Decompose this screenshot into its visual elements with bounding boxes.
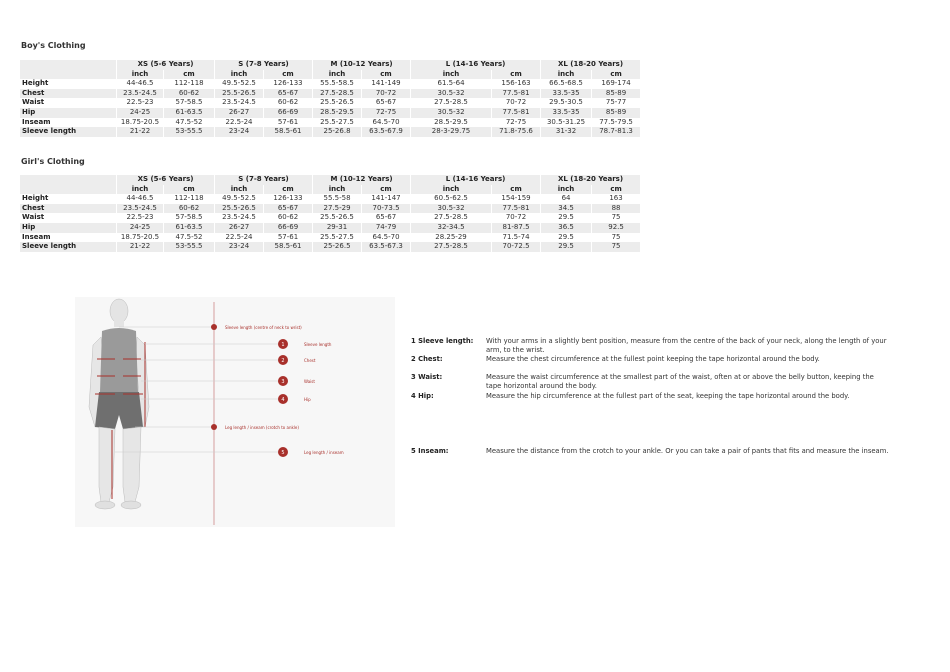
cell: 71.5-74 bbox=[502, 232, 530, 241]
cell: 23.5-24.5 bbox=[117, 204, 163, 214]
cell: 29.5 bbox=[558, 232, 574, 241]
cell: 25-26.8 bbox=[313, 127, 361, 137]
cell: 23.5-24.5 bbox=[222, 213, 256, 222]
cell: 30.5-31.25 bbox=[546, 117, 586, 126]
cell: 156-163 bbox=[501, 79, 531, 88]
instruction-text: Measure the chest circumference at the fullest point keeping the tape horizontal around the body. bbox=[486, 355, 820, 363]
cell: 55.5-58 bbox=[323, 194, 351, 203]
cell: 141-149 bbox=[371, 79, 401, 88]
size-header: XS (5-6 Years) bbox=[117, 175, 214, 185]
cell: 47.5-52 bbox=[175, 117, 203, 126]
cell: 78.7-81.3 bbox=[592, 127, 640, 137]
cell: 23.5-24.5 bbox=[117, 89, 163, 99]
boys-size-table bbox=[19, 60, 641, 137]
cell: 72-75 bbox=[505, 117, 527, 126]
instruction-key: 4 Hip: bbox=[411, 392, 434, 400]
size-header: XL (18-20 Years) bbox=[541, 175, 640, 185]
cell: 22.5-23 bbox=[126, 98, 154, 107]
cell: 34.5 bbox=[541, 204, 591, 214]
cell: 126-133 bbox=[273, 79, 303, 88]
size-header: M (10-12 Years) bbox=[313, 175, 410, 185]
measurement-illustration bbox=[75, 297, 395, 527]
svg-text:Leg length / inseam: Leg length / inseam bbox=[304, 450, 344, 455]
cell: 18.75-20.5 bbox=[120, 232, 160, 241]
row-label: Waist bbox=[22, 98, 45, 107]
row-label: Hip bbox=[20, 108, 116, 118]
cell: 60-62 bbox=[164, 89, 214, 99]
unit-header-row bbox=[20, 185, 640, 195]
cell: 66.5-68.5 bbox=[549, 79, 583, 88]
cell: 57-61 bbox=[277, 117, 299, 126]
size-header: M (10-12 Years) bbox=[313, 60, 410, 70]
cell: 29.5-30.5 bbox=[549, 98, 583, 107]
cell: 32-34.5 bbox=[411, 223, 491, 233]
unit-header: inch bbox=[117, 185, 163, 195]
cell: 27.5-28.5 bbox=[313, 89, 361, 99]
svg-text:Waist: Waist bbox=[304, 379, 315, 384]
cell: 65-67 bbox=[375, 213, 397, 222]
instruction-sleeve bbox=[411, 337, 891, 355]
cell: 28.25-29 bbox=[435, 232, 467, 241]
table-row bbox=[20, 242, 640, 252]
row-label: Chest bbox=[20, 204, 116, 214]
cell: 18.75-20.5 bbox=[120, 117, 160, 126]
cell: 29.5 bbox=[558, 213, 574, 222]
cell: 23.5-24.5 bbox=[222, 98, 256, 107]
svg-text:Hip: Hip bbox=[304, 397, 311, 402]
table-row bbox=[20, 213, 640, 223]
cell: 85-89 bbox=[592, 89, 640, 99]
cell: 25.5-26.5 bbox=[320, 213, 354, 222]
unit-header: inch bbox=[215, 70, 263, 80]
cell: 27.5-28.5 bbox=[411, 242, 491, 252]
unit-header: inch bbox=[313, 70, 361, 80]
cell: 169-174 bbox=[601, 79, 631, 88]
row-label: Height bbox=[22, 79, 49, 88]
unit-header: cm bbox=[492, 70, 540, 80]
cell: 21-22 bbox=[117, 242, 163, 252]
cell: 25.5-26.5 bbox=[320, 98, 354, 107]
cell: 27.5-28.5 bbox=[434, 98, 468, 107]
row-label: Sleeve length bbox=[20, 127, 116, 137]
unit-header: cm bbox=[264, 185, 312, 195]
unit-header: cm bbox=[164, 70, 214, 80]
cell: 75 bbox=[611, 232, 621, 241]
row-label: Waist bbox=[22, 213, 45, 222]
unit-header: inch bbox=[541, 185, 591, 195]
cell: 64 bbox=[561, 194, 571, 203]
cell: 77.5-81 bbox=[492, 89, 540, 99]
cell: 70-72.5 bbox=[492, 242, 540, 252]
marker-dot-icon bbox=[211, 424, 217, 430]
svg-text:Chest: Chest bbox=[304, 358, 316, 363]
cell: 74-79 bbox=[362, 223, 410, 233]
unit-header: cm bbox=[592, 185, 640, 195]
cell: 31-32 bbox=[541, 127, 591, 137]
row-label: Sleeve length bbox=[20, 242, 116, 252]
girls-section-title: Girl's Clothing bbox=[21, 157, 85, 166]
cell: 60-62 bbox=[277, 98, 299, 107]
cell: 61.5-64 bbox=[437, 79, 465, 88]
cell: 163 bbox=[609, 194, 623, 203]
leg-label: Leg length / inseam (crotch to ankle) bbox=[225, 425, 299, 430]
row-label: Inseam bbox=[22, 232, 51, 241]
girls-size-table bbox=[19, 175, 641, 252]
cell: 75 bbox=[611, 213, 621, 222]
cell: 141-147 bbox=[371, 194, 401, 203]
cell: 22.5-24 bbox=[225, 232, 253, 241]
cell: 21-22 bbox=[117, 127, 163, 137]
svg-text:2: 2 bbox=[281, 358, 285, 364]
cell: 63.5-67.9 bbox=[362, 127, 410, 137]
size-header: S (7-8 Years) bbox=[215, 175, 312, 185]
size-header: XS (5-6 Years) bbox=[117, 60, 214, 70]
unit-header: cm bbox=[592, 70, 640, 80]
svg-text:4: 4 bbox=[281, 397, 285, 403]
cell: 81-87.5 bbox=[492, 223, 540, 233]
cell: 72-75 bbox=[362, 108, 410, 118]
svg-text:Sleeve length: Sleeve length bbox=[304, 342, 332, 347]
table-row bbox=[20, 98, 640, 108]
cell: 30.5-32 bbox=[411, 89, 491, 99]
cell: 92.5 bbox=[592, 223, 640, 233]
svg-text:1: 1 bbox=[281, 342, 285, 348]
table-row bbox=[20, 127, 640, 137]
instruction-key: 1 Sleeve length: bbox=[411, 337, 474, 345]
size-header: L (14-16 Years) bbox=[411, 60, 540, 70]
unit-header: inch bbox=[411, 185, 491, 195]
cell: 30.5-32 bbox=[411, 204, 491, 214]
top-label: Sleeve length (centre of neck to wrist) bbox=[225, 325, 302, 330]
unit-header: inch bbox=[541, 70, 591, 80]
body-figure-diagram bbox=[75, 297, 395, 527]
cell: 64.5-70 bbox=[372, 232, 400, 241]
unit-header: cm bbox=[492, 185, 540, 195]
cell: 25.5-26.5 bbox=[215, 204, 263, 214]
cell: 57-61 bbox=[277, 232, 299, 241]
table-row bbox=[20, 118, 640, 128]
unit-header: cm bbox=[362, 185, 410, 195]
unit-header: inch bbox=[313, 185, 361, 195]
cell: 75-77 bbox=[605, 98, 627, 107]
instruction-waist bbox=[411, 373, 891, 391]
cell: 77.5-79.5 bbox=[599, 117, 633, 126]
instruction-key: 2 Chest: bbox=[411, 355, 443, 363]
row-label: Chest bbox=[20, 89, 116, 99]
cell: 65-67 bbox=[375, 98, 397, 107]
table-row bbox=[20, 233, 640, 243]
cell: 33.5-35 bbox=[541, 108, 591, 118]
cell: 25.5-27.5 bbox=[320, 117, 354, 126]
size-header: L (14-16 Years) bbox=[411, 175, 540, 185]
cell: 36.5 bbox=[541, 223, 591, 233]
cell: 112-118 bbox=[174, 79, 204, 88]
cell: 28-3-29.75 bbox=[411, 127, 491, 137]
cell: 25.5-26.5 bbox=[215, 89, 263, 99]
cell: 63.5-67.3 bbox=[362, 242, 410, 252]
instruction-text: With your arms in a slightly bent position, measure from the centre of the back of your neck, along the length of your arm, to the wrist. bbox=[486, 337, 887, 354]
cell: 28.5-29.5 bbox=[313, 108, 361, 118]
cell: 57-58.5 bbox=[175, 98, 203, 107]
cell: 25.5-27.5 bbox=[320, 232, 354, 241]
size-header: XL (18-20 Years) bbox=[541, 60, 640, 70]
row-label: Height bbox=[22, 194, 49, 203]
cell: 70-72 bbox=[505, 213, 527, 222]
cell: 88 bbox=[592, 204, 640, 214]
table-row bbox=[20, 223, 640, 233]
unit-header-row bbox=[20, 70, 640, 80]
table-row bbox=[20, 204, 640, 214]
unit-header: inch bbox=[411, 70, 491, 80]
cell: 49.5-52.5 bbox=[222, 194, 256, 203]
unit-header: inch bbox=[117, 70, 163, 80]
instruction-text: Measure the waist circumference at the smallest part of the waist, often at or above the belly button, keeping the tape horizontal around the body. bbox=[486, 373, 874, 390]
cell: 65-67 bbox=[264, 204, 312, 214]
table-row bbox=[20, 194, 640, 204]
cell: 27.5-28.5 bbox=[434, 213, 468, 222]
cell: 53-55.5 bbox=[164, 127, 214, 137]
cell: 154-159 bbox=[501, 194, 531, 203]
instruction-text: Measure the hip circumference at the fullest part of the seat, keeping the tape horizontal around the body. bbox=[486, 392, 850, 400]
instruction-key: 5 Inseam: bbox=[411, 447, 449, 455]
cell: 22.5-23 bbox=[126, 213, 154, 222]
size-header: S (7-8 Years) bbox=[215, 60, 312, 70]
cell: 60.5-62.5 bbox=[434, 194, 468, 203]
cell: 70-72 bbox=[362, 89, 410, 99]
cell: 23-24 bbox=[215, 242, 263, 252]
instruction-chest bbox=[411, 355, 891, 364]
size-header-row bbox=[20, 60, 640, 70]
cell: 58.5-61 bbox=[264, 242, 312, 252]
cell: 29-31 bbox=[313, 223, 361, 233]
cell: 60-62 bbox=[277, 213, 299, 222]
cell: 66-69 bbox=[264, 223, 312, 233]
cell: 61-63.5 bbox=[164, 223, 214, 233]
cell: 57-58.5 bbox=[175, 213, 203, 222]
svg-text:5: 5 bbox=[281, 450, 285, 456]
unit-header: cm bbox=[362, 70, 410, 80]
table-row bbox=[20, 89, 640, 99]
cell: 112-118 bbox=[174, 194, 204, 203]
cell: 23-24 bbox=[215, 127, 263, 137]
cell: 25-26.5 bbox=[313, 242, 361, 252]
cell: 26-27 bbox=[215, 223, 263, 233]
row-label: Hip bbox=[20, 223, 116, 233]
size-header-row bbox=[20, 175, 640, 185]
instruction-key: 3 Waist: bbox=[411, 373, 443, 381]
cell: 70-72 bbox=[505, 98, 527, 107]
cell: 126-133 bbox=[273, 194, 303, 203]
cell: 55.5-58.5 bbox=[320, 79, 354, 88]
cell: 26-27 bbox=[215, 108, 263, 118]
cell: 60-62 bbox=[164, 204, 214, 214]
unit-header: cm bbox=[164, 185, 214, 195]
instruction-text: Measure the distance from the crotch to your ankle. Or you can take a pair of pants that fits and measure the inseam. bbox=[486, 447, 889, 455]
unit-header: cm bbox=[264, 70, 312, 80]
table-row bbox=[20, 108, 640, 118]
instruction-inseam bbox=[411, 447, 891, 456]
cell: 49.5-52.5 bbox=[222, 79, 256, 88]
cell: 53-55.5 bbox=[164, 242, 214, 252]
cell: 24-25 bbox=[117, 108, 163, 118]
cell: 22.5-24 bbox=[225, 117, 253, 126]
cell: 75 bbox=[592, 242, 640, 252]
cell: 66-69 bbox=[264, 108, 312, 118]
cell: 44-46.5 bbox=[126, 194, 154, 203]
cell: 24-25 bbox=[117, 223, 163, 233]
cell: 58.5-61 bbox=[264, 127, 312, 137]
instruction-hip bbox=[411, 392, 891, 401]
cell: 44-46.5 bbox=[126, 79, 154, 88]
unit-header: inch bbox=[215, 185, 263, 195]
cell: 64.5-70 bbox=[372, 117, 400, 126]
cell: 27.5-29 bbox=[313, 204, 361, 214]
row-label: Inseam bbox=[22, 117, 51, 126]
cell: 30.5-32 bbox=[411, 108, 491, 118]
svg-text:3: 3 bbox=[281, 379, 285, 385]
cell: 29.5 bbox=[541, 242, 591, 252]
cell: 61-63.5 bbox=[164, 108, 214, 118]
table-row bbox=[20, 79, 640, 89]
cell: 71.8-75.6 bbox=[492, 127, 540, 137]
marker-dot-icon bbox=[211, 324, 217, 330]
cell: 85-89 bbox=[592, 108, 640, 118]
cell: 47.5-52 bbox=[175, 232, 203, 241]
cell: 65-67 bbox=[264, 89, 312, 99]
boys-section-title: Boy's Clothing bbox=[21, 41, 86, 50]
cell: 70-73.5 bbox=[362, 204, 410, 214]
cell: 33.5-35 bbox=[541, 89, 591, 99]
cell: 28.5-29.5 bbox=[434, 117, 468, 126]
cell: 77.5-81 bbox=[492, 108, 540, 118]
cell: 77.5-81 bbox=[492, 204, 540, 214]
